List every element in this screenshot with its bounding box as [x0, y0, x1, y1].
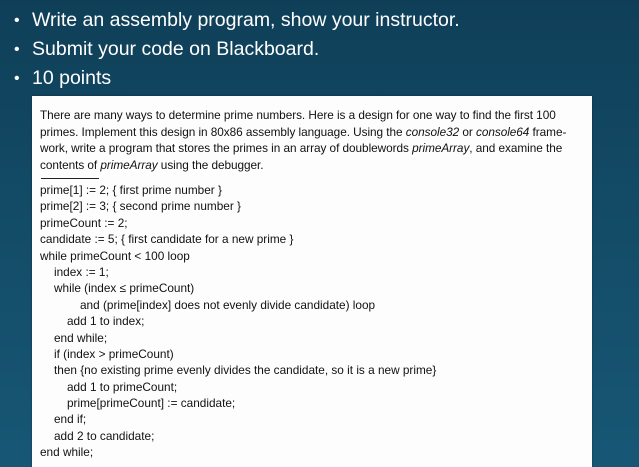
pseudocode-line: end while;	[54, 330, 108, 345]
pseudocode-line: add 1 to index;	[67, 314, 145, 329]
pseudocode-line: index := 1;	[54, 264, 109, 279]
bullet-write-program	[14, 6, 629, 35]
pseudocode-line: end if;	[54, 412, 87, 427]
prime-array-term: primeArray	[412, 141, 470, 155]
pseudocode-line: candidate := 5; { first candidate for a new prime }	[40, 232, 294, 247]
pseudocode-line: while primeCount < 100 loop	[40, 248, 190, 263]
pseudocode-line: if (index > primeCount)	[54, 346, 174, 361]
pseudocode-block	[40, 182, 585, 461]
pseudocode-line: add 2 to candidate;	[54, 428, 155, 443]
intro-mid: frame-work, write a program that stores the primes in an array of doublewords	[40, 124, 567, 155]
prime-array-term: primeArray	[100, 157, 158, 172]
textbook-excerpt-image	[32, 96, 592, 467]
intro-pre: There are many ways to determine prime numbers. Here is a design for one way to find the first 100 primes. Implement this design in 80x86 assembly language. Using the	[40, 108, 556, 139]
or-text: or	[459, 124, 476, 139]
bullet-submit-code	[14, 35, 629, 64]
pseudocode-line: primeCount := 2;	[40, 215, 128, 230]
console32-term: console32	[405, 124, 460, 139]
pseudocode-line: prime[1] := 2; { first prime number }	[40, 183, 222, 197]
section-divider	[41, 178, 99, 179]
bullet-dot-icon: •	[14, 41, 20, 58]
bullet-dot-icon: •	[14, 12, 20, 29]
pseudocode-line: add 1 to primeCount;	[67, 379, 178, 394]
console64-term: console64	[475, 124, 530, 139]
bullet-text: Submit your code on Blackboard.	[32, 38, 320, 60]
intro-mid2: , and examine the contents of	[40, 141, 563, 172]
bullet-text: Write an assembly program, show your instructor.	[32, 9, 460, 31]
bullet-points	[14, 64, 629, 93]
intro-end: using the debugger.	[157, 157, 264, 172]
pseudocode-line: prime[2] := 3; { second prime number }	[40, 199, 241, 214]
assignment-description	[40, 107, 585, 173]
bullet-text: 10 points	[32, 67, 112, 89]
pseudocode-line: and (prime[index] does not evenly divide candidate) loop	[80, 297, 376, 312]
pseudocode-line: while (index ≤ primeCount)	[54, 281, 195, 296]
bullet-dot-icon: •	[14, 70, 20, 87]
pseudocode-line: prime[primeCount] := candidate;	[67, 396, 236, 411]
pseudocode-line: then {no existing prime evenly divides the candidate, so it is a new prime}	[54, 363, 437, 378]
pseudocode-line: end while;	[40, 445, 94, 460]
slide-bullet-list	[14, 6, 629, 93]
